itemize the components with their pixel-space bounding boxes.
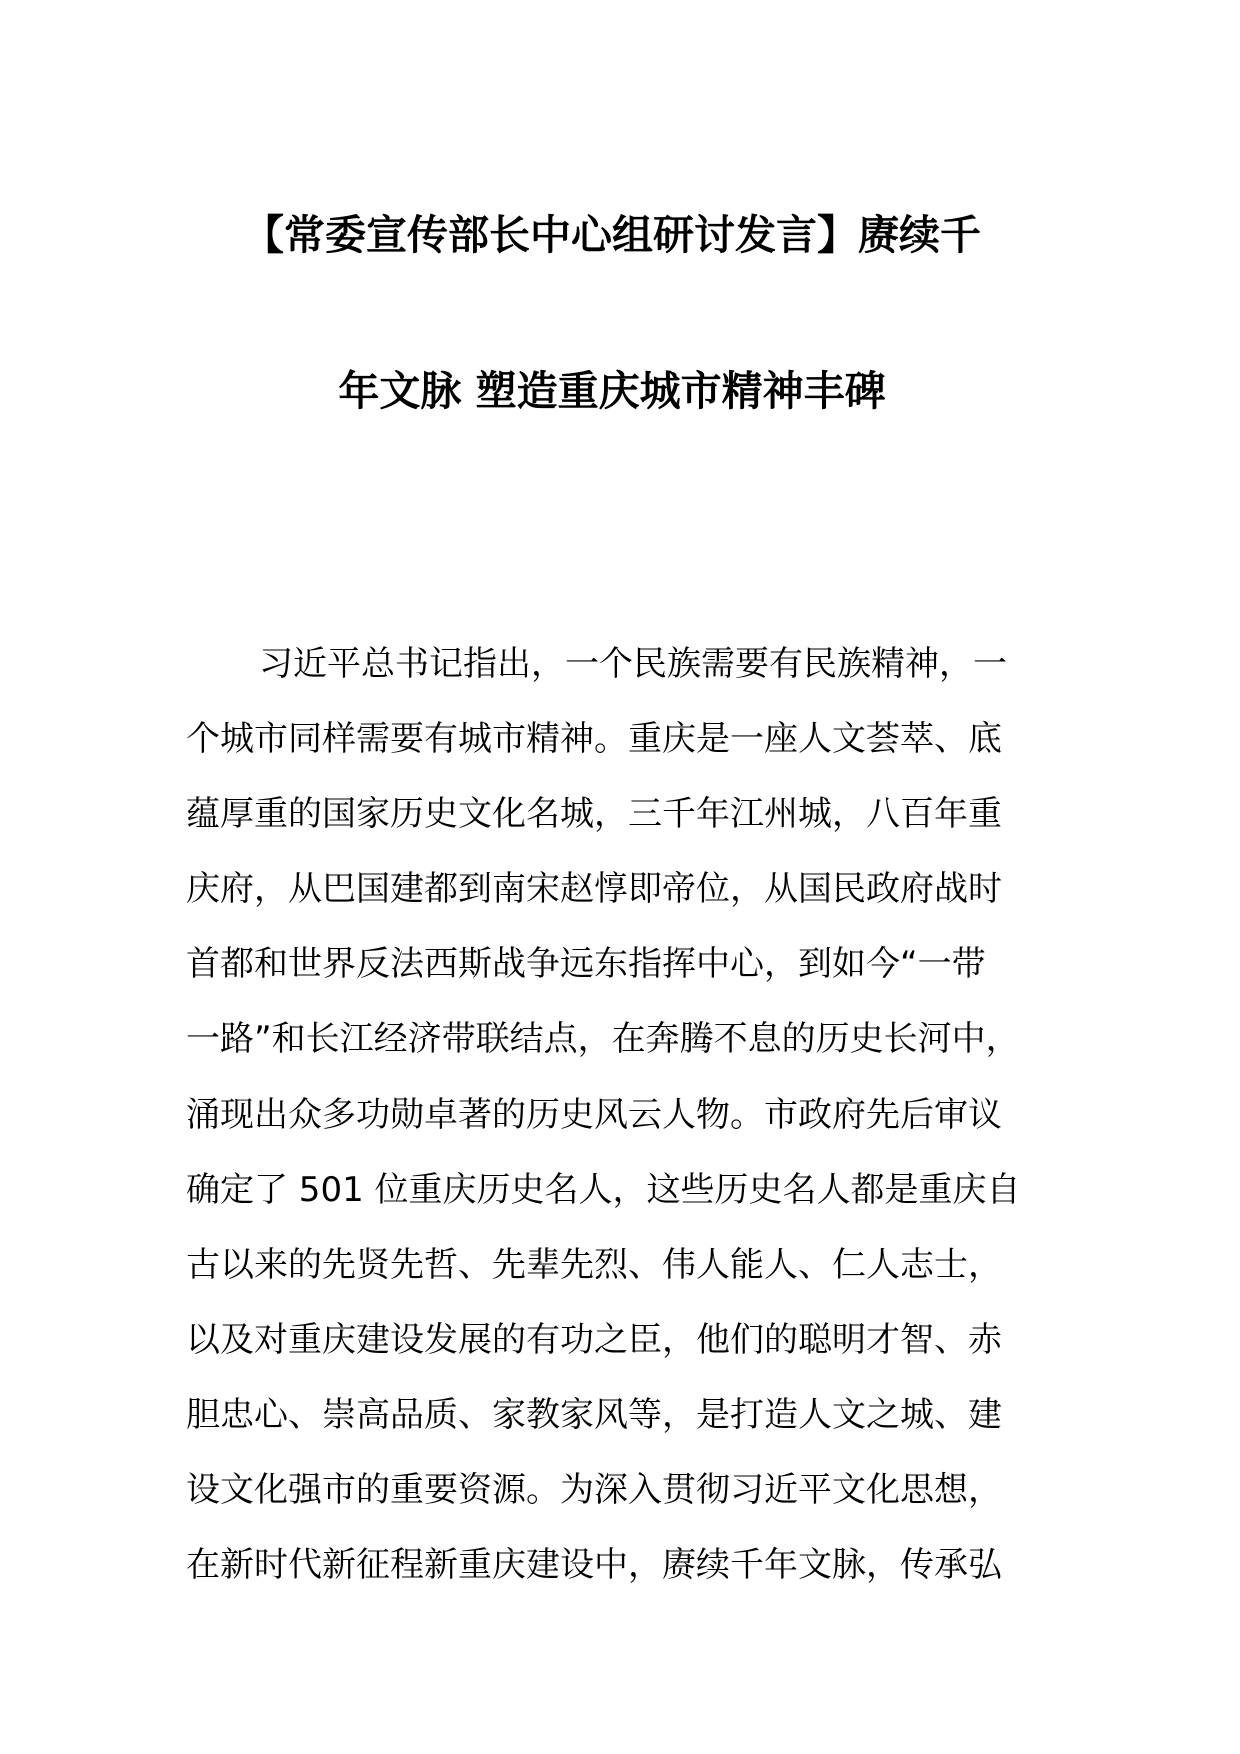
document-title-line-1: 【常委宣传部长中心组研讨发言】赓续千 (243, 211, 981, 259)
body-line-8: 确定了 501 位重庆历史名人，这些历史名人都是重庆自 (186, 1169, 1021, 1210)
body-line-13: 在新时代新征程新重庆建设中，赓续千年文脉，传承弘 (186, 1545, 1002, 1586)
body-line-5: 首都和世界反法西斯战争远东指挥中心，到如今“一带 (186, 944, 986, 985)
body-line-12: 设文化强市的重要资源。为深入贯彻习近平文化思想， (186, 1470, 1002, 1511)
body-line-7: 涌现出众多功勋卓著的历史风云人物。市政府先后审议 (186, 1094, 1002, 1135)
body-line-1: 习近平总书记指出，一个民族需要有民族精神，一 (259, 644, 1007, 684)
body-line-3: 蕴厚重的国家历史文化名城，三千年江州城，八百年重 (186, 794, 1002, 835)
document-title-line-2: 年文脉 塑造重庆城市精神丰碑 (338, 367, 886, 415)
document-body (186, 641, 1186, 1617)
body-line-4: 庆府，从巴国建都到南宋赵惇即帝位，从国民政府战时 (186, 869, 1002, 910)
body-line-9: 古以来的先贤先哲、先辈先烈、伟人能人、仁人志士， (186, 1244, 1002, 1285)
body-line-2: 个城市同样需要有城市精神。重庆是一座人文荟萃、底 (186, 719, 1002, 760)
body-line-11: 胆忠心、崇高品质、家教家风等，是打造人文之城、建 (186, 1394, 1002, 1435)
body-line-10: 以及对重庆建设发展的有功之臣，他们的聪明才智、赤 (186, 1319, 1002, 1360)
body-line-6: 一路”和长江经济带联结点，在奔腾不息的历史长河中， (186, 1019, 1020, 1060)
